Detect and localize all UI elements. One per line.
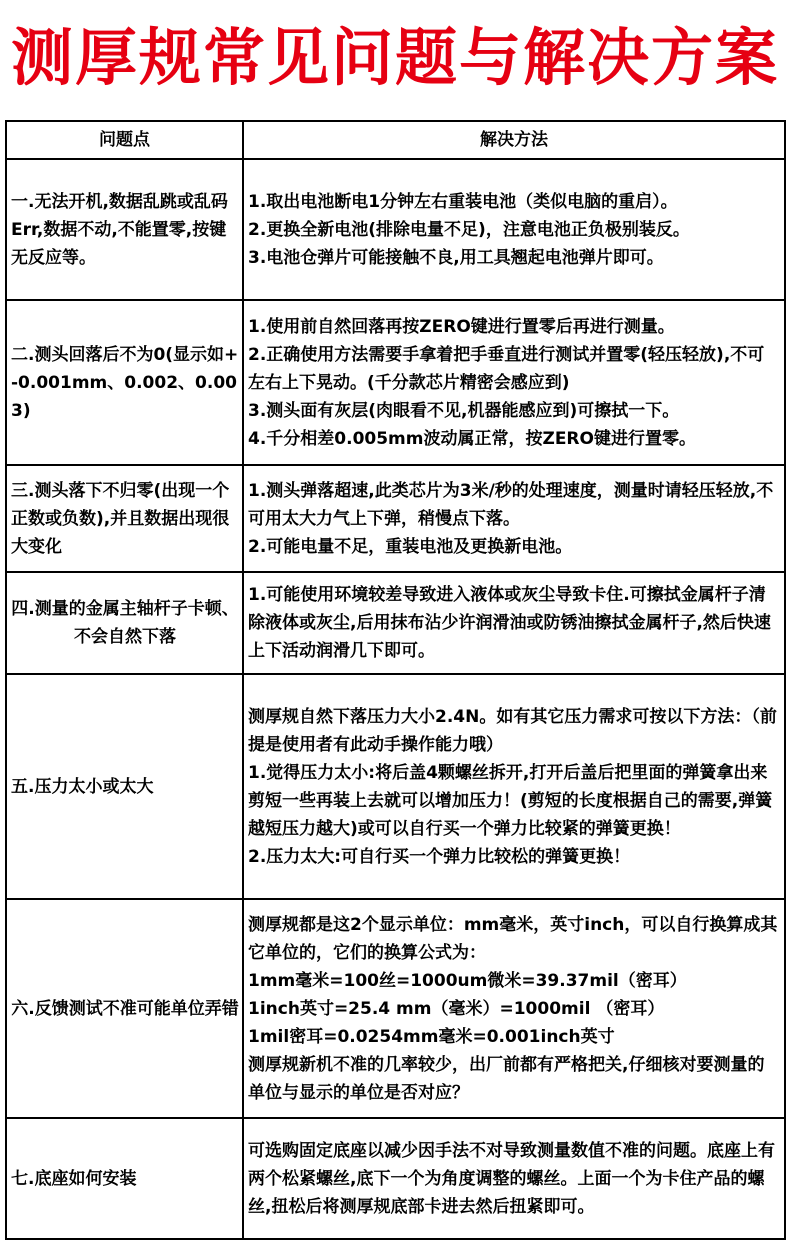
solution-cell	[243, 300, 785, 465]
problem-cell: 二.测头回落后不为0(显示如+-0.001mm、0.002、0.003)	[6, 300, 243, 465]
solution-line: 2.正确使用方法需要手拿着把手垂直进行测试并置零(轻压轻放),不可左右上下晃动。(千分款芯片精密会感应到)	[248, 344, 765, 393]
table-row	[6, 159, 785, 300]
table-row	[6, 899, 785, 1118]
solution-line: 3.电池仓弹片可能接触不良,用工具翘起电池弹片即可。	[248, 247, 664, 268]
solution-line: 2.可能电量不足，重装电池及更换新电池。	[248, 536, 573, 557]
solution-line: 1inch英寸=25.4 mm（毫米）=1000mil （密耳）	[248, 998, 665, 1019]
problem-cell: 六.反馈测试不准可能单位弄错	[6, 899, 243, 1118]
solution-line: 1.使用前自然回落再按ZERO键进行置零后再进行测量。	[248, 316, 675, 337]
solution-line: 3.测头面有灰层(肉眼看不见,机器能感应到)可擦拭一下。	[248, 400, 680, 421]
solution-cell	[243, 159, 785, 300]
solution-line: 1mil密耳=0.0254mm毫米=0.001inch英寸	[248, 1026, 615, 1047]
header-solution: 解决方法	[243, 121, 785, 159]
problem-cell: 三.测头落下不归零(出现一个正数或负数),并且数据出现很大变化	[6, 465, 243, 572]
table-row	[6, 674, 785, 899]
solution-line: 1.可能使用环境较差导致进入液体或灰尘导致卡住.可擦拭金属杆子清除液体或灰尘,后用抹布沾少许润滑油或防锈油擦拭金属杆子,然后快速上下活动润滑几下即可。	[248, 585, 771, 661]
problem-cell: 四.测量的金属主轴杆子卡顿、不会自然下落	[6, 572, 243, 674]
solution-cell	[243, 465, 785, 572]
table-header-row	[6, 121, 785, 159]
faq-table	[5, 120, 786, 1240]
solution-cell	[243, 572, 785, 674]
problem-cell: 一.无法开机,数据乱跳或乱码Err,数据不动,不能置零,按键无反应等。	[6, 159, 243, 300]
solution-line: 4.千分相差0.005mm波动属正常，按ZERO键进行置零。	[248, 428, 696, 449]
solution-line: 测厚规都是这2个显示单位：mm毫米，英寸inch，可以自行换算成其它单位的，它们的换算公式为：	[248, 914, 778, 963]
header-problem: 问题点	[6, 121, 243, 159]
solution-line: 2.更换全新电池(排除电量不足)，注意电池正负极别装反。	[248, 219, 690, 240]
table-row	[6, 300, 785, 465]
table-row	[6, 465, 785, 572]
table-row	[6, 1118, 785, 1239]
solution-cell	[243, 674, 785, 899]
solution-line: 可选购固定底座以减少因手法不对导致测量数值不准的问题。底座上有两个松紧螺丝,底下一个为角度调整的螺丝。上面一个为卡住产品的螺丝,扭松后将测厚规底部卡进去然后扭紧即可。	[248, 1140, 775, 1217]
table-row	[6, 572, 785, 674]
solution-line: 测厚规自然下落压力大小2.4N。如有其它压力需求可按以下方法：（前提是使用者有此动手操作能力哦）	[248, 706, 777, 755]
solution-line: 2.压力太大:可自行买一个弹力比较松的弹簧更换！	[248, 846, 631, 867]
solution-cell	[243, 1118, 785, 1239]
problem-cell: 七.底座如何安装	[6, 1118, 243, 1239]
solution-line: 测厚规新机不准的几率较少，出厂前都有严格把关,仔细核对要测量的单位与显示的单位是否对应？	[248, 1054, 765, 1103]
solution-line: 1.取出电池断电1分钟左右重装电池（类似电脑的重启）。	[248, 191, 678, 212]
solution-line: 1.测头弹落超速,此类芯片为3米/秒的处理速度，测量时请轻压轻放,不可用太大力气上下弹，稍慢点下落。	[248, 480, 774, 529]
page-title: 测厚规常见问题与解决方案	[10, 21, 779, 94]
solution-line: 1mm毫米=100丝=1000um微米=39.37mil（密耳）	[248, 970, 687, 991]
problem-cell: 五.压力太小或太大	[6, 674, 243, 899]
solution-cell	[243, 899, 785, 1118]
solution-line: 1.觉得压力太小:将后盖4颗螺丝拆开,打开后盖后把里面的弹簧拿出来剪短一些再装上去就可以增加压力！(剪短的长度根据自己的需要,弹簧越短压力越大)或可以自行买一个弹力比较紧的弹簧更换！	[248, 762, 773, 839]
